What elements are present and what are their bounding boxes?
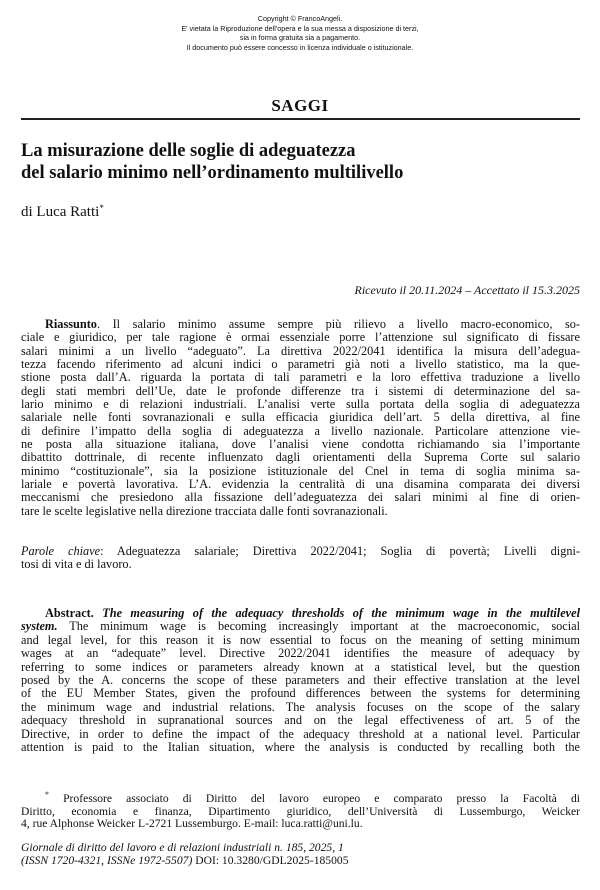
riassunto-paragraph <box>21 318 580 518</box>
article-title <box>21 140 581 184</box>
text-line: attention is paid to the Italian situation, where the analysis is conducted by recalling both the <box>21 741 580 755</box>
text-line: adequacy threshold in supranational sources and on the legal effectiveness of art. 5 of the <box>21 714 580 728</box>
abstract-english-title-end: system. <box>21 620 58 634</box>
text-line: ne posta alla situazione italiana, dove l’analisi viene condotta richiamando sia l’importante <box>21 438 580 452</box>
abstract-paragraph <box>21 607 580 754</box>
text-line: degli stati membri dell’Ue, date le profonde differenze tra i sistemi di determinazione del sa- <box>21 384 580 398</box>
footnote-line: * Professore associato di Diritto del lavoro europeo e comparato presso la Facoltà di <box>45 790 580 805</box>
text-line: Directive, in order to define the impact of the adequacy threshold at a national level. Particular <box>21 727 580 741</box>
footnote-marker: * <box>45 790 49 799</box>
author-byline <box>21 204 104 221</box>
text-line: tezza facendo riferimento ad alcuni indici o parametri già noti a livello statistico, ma la que- <box>21 358 580 372</box>
copyright-line: Il documento può essere concesso in licenza individuale o istituzionale. <box>186 42 414 52</box>
text-line: wages at an “adequate” level. Directive 2022/2041 identifies the measure of adequacy by <box>21 647 580 661</box>
text-line: lario minimo e di relazioni industriali. L’analisi verte sulla portata della soglia di adeguatezza <box>21 398 580 412</box>
footnote-line: Diritto, economia e finanza, Dipartimento giuridico, dell’Università di Lussemburgo, Weicker <box>21 804 580 818</box>
copyright-line: E' vietata la Riproduzione dell'opera e la sua messa a disposizione di terzi, <box>181 23 419 33</box>
journal-citation <box>21 842 580 867</box>
keywords-paragraph <box>21 545 580 572</box>
text-line: Riassunto. Il salario minimo assume sempre più rilievo a livello macro-economico, so- <box>45 318 580 331</box>
text-line: of the EU Member States, given the profound differences between the systems for determining <box>21 687 580 701</box>
author-footnote <box>21 789 580 831</box>
text-line: tare le scelte legislative nella direzione tracciata dalle fonti sovranazionali. <box>21 504 388 518</box>
footnote-line: 4, rue Alphonse Weicker L-2721 Lussemburgo. E-mail: luca.ratti@uni.lu. <box>21 817 363 831</box>
text-line: minimo “costituzionale”, sia la posizione istituzionale del Cnel in tema di soglia minima sa- <box>21 464 580 478</box>
abstract-label: Abstract. <box>45 607 94 620</box>
text-line: meccanismi che presiedono alla fissazione dell’adeguatezza dei salari minimi al fine di orien- <box>21 491 580 505</box>
text-line: stione posta dall’A. riguarda la portata di tali parametri e la loro effettiva traduzione a livello <box>21 371 580 385</box>
text-line: the minimum wage and industrial relations. The analysis focuses on the scope of the salary <box>21 700 580 714</box>
copyright-line: sia in forma gratuita sia a pagamento. <box>239 33 361 43</box>
section-divider <box>21 118 580 120</box>
title-line: del salario minimo nell’ordinamento multilivello <box>21 163 404 183</box>
text-line: Parole chiave: Adeguatezza salariale; Direttiva 2022/2041; Soglia di povertà; Livelli digni- <box>21 545 580 558</box>
text-line: ciale e giuridico, per tale ragione è ormai essenziale porre l’attenzione sul significato di fissare <box>21 331 580 345</box>
keywords-label: Parole chiave <box>21 545 101 558</box>
copyright-line: Copyright © FrancoAngeli. <box>257 14 343 23</box>
text-line: system. The minimum wage is becoming increasingly important at the macroeconomic, social <box>21 620 580 634</box>
journal-doi[interactable]: DOI: 10.3280/GDL2025-185005 <box>192 853 349 867</box>
riassunto-label: Riassunto <box>45 318 97 331</box>
author-footnote-marker[interactable]: * <box>99 203 104 213</box>
journal-name: Giornale di diritto del lavoro e di relazioni industriali n. 185, 2025, 1 <box>21 841 344 854</box>
journal-issn: (ISSN 1720-4321, ISSNe 1972-5507) <box>21 853 193 867</box>
copyright-notice <box>0 14 600 52</box>
text-line: salariale nelle fonti sovranazionali e sulla efficacia giuridica dell’art. 5 della direttiva, al fine <box>21 411 580 425</box>
text-line: lariale e povertà lavorativa. L’A. evidenzia la centralità di una disamina comparata dei diversi <box>21 478 580 492</box>
text-line: posed by the A. concerns the scope of these parameters and their effective translation at the level <box>21 674 580 688</box>
journal-line <box>21 855 580 868</box>
author-name: di Luca Ratti <box>21 204 100 220</box>
text-line: salari minimi a un livello “adeguato”. La direttiva 2022/2041 identifica la misura dell’adegua- <box>21 344 580 358</box>
text-line: tosi di vita e di lavoro. <box>21 558 132 572</box>
received-accepted-dates: Ricevuto il 20.11.2024 – Accettato il 15.3.2025 <box>354 283 580 297</box>
text-line: dibattito dottrinale, di recente influenzato dagli orientamenti della Suprema Corte sul salario <box>21 451 580 465</box>
section-heading: SAGGI <box>271 96 329 115</box>
text-line: referring to some indices or parameters already known at a statistical level, but the question <box>21 660 580 674</box>
text-line: and legal level, for this reason it is now essential to focus on the meaning of setting minimum <box>21 633 580 647</box>
text-line <box>21 607 580 620</box>
title-line: La misurazione delle soglie di adeguatezza <box>21 141 356 161</box>
abstract-english-title: The measuring of the adequacy thresholds of the minimum wage in the multilevel <box>93 607 580 620</box>
text-line: di definire l’impatto della soglia di adeguatezza a livello nazionale. Particolare attenzione vie- <box>21 424 580 438</box>
